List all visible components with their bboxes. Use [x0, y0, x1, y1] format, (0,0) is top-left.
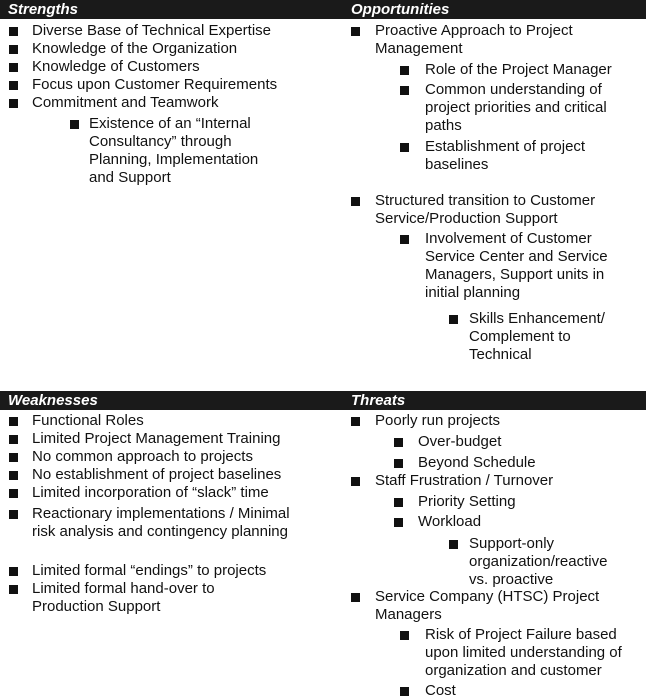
threat-subitem: Workload	[418, 513, 482, 530]
strength-item: Diverse Base of Technical Expertise	[32, 22, 272, 39]
bullet-icon	[9, 471, 18, 480]
bullet-icon	[9, 27, 18, 36]
weakness-item: No common approach to projects	[32, 448, 253, 465]
weakness-item: Limited formal “endings” to projects	[32, 562, 267, 579]
opportunity-subitem: Common understanding of project priorities and critical paths	[425, 81, 607, 134]
bullet-icon	[9, 489, 18, 498]
threat-item: Service Company (HTSC) Project Managers	[375, 588, 600, 623]
strengths-header: Strengths	[0, 0, 343, 19]
bullet-icon	[9, 63, 18, 72]
bullet-icon	[9, 81, 18, 90]
bullet-icon	[351, 27, 360, 36]
threat-item: Poorly run projects	[375, 412, 501, 429]
strength-item: Focus upon Customer Requirements	[32, 76, 278, 93]
threat-subitem: Priority Setting	[418, 493, 516, 510]
strength-item: Knowledge of Customers	[32, 58, 200, 75]
bullet-icon	[394, 459, 403, 468]
strength-item: Knowledge of the Organization	[32, 40, 238, 57]
weakness-item: Functional Roles	[32, 412, 144, 429]
bullet-icon	[400, 631, 409, 640]
opportunity-item: Proactive Approach to Project Management	[375, 22, 573, 57]
threat-item: Staff Frustration / Turnover	[375, 472, 554, 489]
bullet-icon	[9, 417, 18, 426]
threat-subitem: Beyond Schedule	[418, 454, 536, 471]
threats-header: Threats	[343, 391, 646, 410]
bullet-icon	[400, 143, 409, 152]
bullet-icon	[9, 453, 18, 462]
bullet-icon	[449, 315, 458, 324]
opportunity-subitem: Establishment of project baselines	[425, 138, 586, 173]
weaknesses-header: Weaknesses	[0, 391, 343, 410]
weakness-item: Limited formal hand-over to Production Support	[32, 580, 215, 615]
bullet-icon	[394, 438, 403, 447]
threat-subitem: Cost	[425, 682, 456, 699]
threat-subsubitem: Support-only organization/reactive vs. proactive	[469, 535, 608, 588]
threat-subitem: Over-budget	[418, 433, 502, 450]
bullet-icon	[394, 518, 403, 527]
bullet-icon	[351, 477, 360, 486]
weakness-item: No establishment of project baselines	[32, 466, 282, 483]
bullet-icon	[400, 687, 409, 696]
bullet-icon	[9, 585, 18, 594]
bullet-icon	[351, 593, 360, 602]
bullet-icon	[351, 417, 360, 426]
opportunity-subsubitem: Skills Enhancement/ Complement to Technical	[469, 310, 605, 363]
bullet-icon	[400, 66, 409, 75]
bullet-icon	[9, 45, 18, 54]
strength-subitem: Existence of an “Internal Consultancy” through Planning, Implementation and Support	[89, 115, 259, 186]
bullet-icon	[9, 99, 18, 108]
opportunity-subitem: Involvement of Customer Service Center and Service Managers, Support units in initial planning	[425, 230, 608, 301]
weakness-item: Limited Project Management Training	[32, 430, 281, 447]
bullet-icon	[400, 235, 409, 244]
strength-item: Commitment and Teamwork	[32, 94, 219, 111]
opportunity-item: Structured transition to Customer Service/Production Support	[375, 192, 596, 227]
weakness-item: Limited incorporation of “slack” time	[32, 484, 269, 501]
opportunities-header: Opportunities	[343, 0, 646, 19]
opportunity-subitem: Role of the Project Manager	[425, 61, 612, 78]
bullet-icon	[400, 86, 409, 95]
bullet-icon	[449, 540, 458, 549]
bullet-icon	[9, 435, 18, 444]
bullet-icon	[351, 197, 360, 206]
bullet-icon	[394, 498, 403, 507]
weakness-item: Reactionary implementations / Minimal risk analysis and contingency planning	[32, 505, 290, 540]
bullet-icon	[9, 567, 18, 576]
threat-subitem: Risk of Project Failure based upon limited understanding of organization and customer	[425, 626, 622, 679]
bullet-icon	[9, 510, 18, 519]
bullet-icon	[70, 120, 79, 129]
